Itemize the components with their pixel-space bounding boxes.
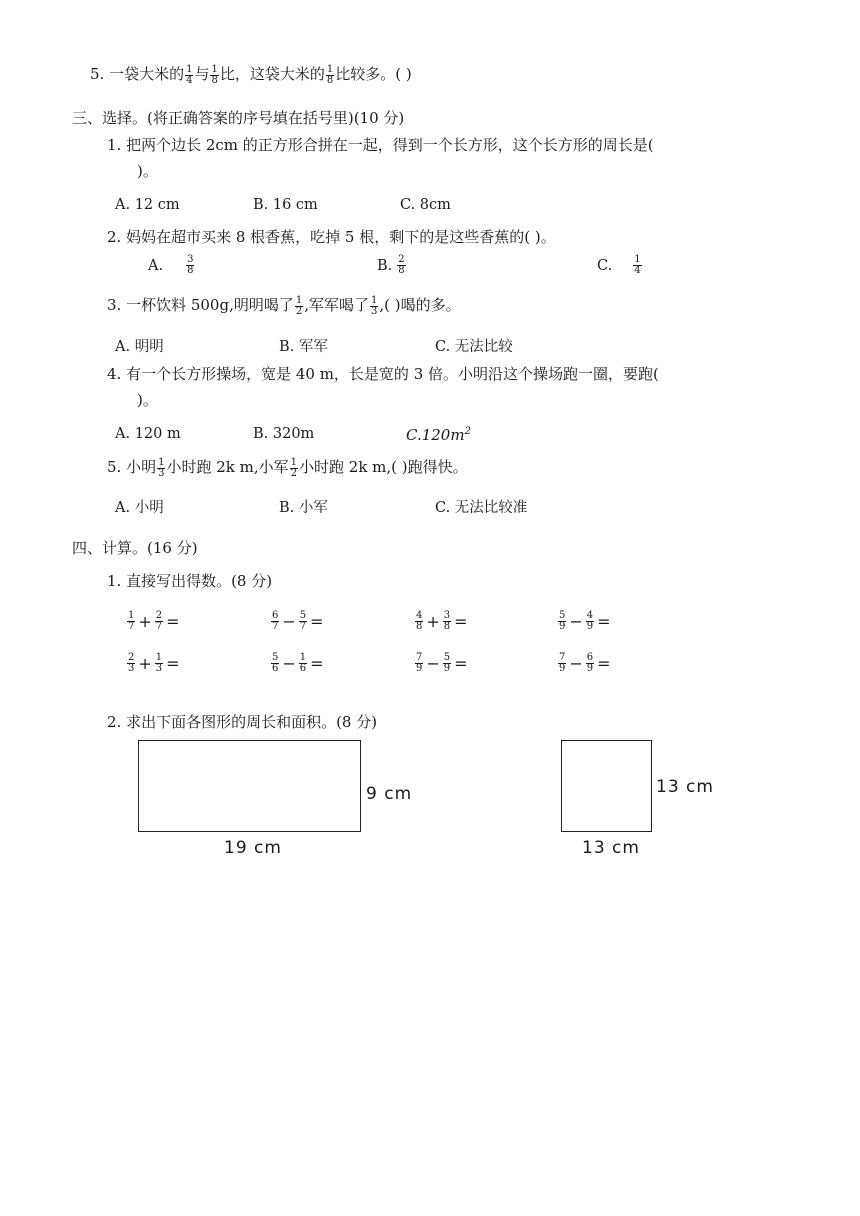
equals-sign: = (597, 611, 611, 631)
q3-option-b: B. 军军 (279, 339, 328, 355)
fraction: $\frac{6}{7}$ (272, 610, 279, 632)
equals-sign: = (310, 611, 324, 631)
fraction: $\frac{7}{9}$ (559, 652, 566, 674)
q3-text: 3. 一杯饮料 500g,明明喝了 $\frac{1}{2}$ ,军军喝了 $\frac{1}{3}$ ,( )喝的多。 (107, 294, 461, 317)
operator: − (569, 611, 583, 631)
equation (126, 653, 182, 674)
q4-option-c: $C.120m^2$ (406, 426, 471, 444)
q5-option-c: C. 无法比较准 (435, 500, 528, 516)
rectangle-width-label: 19 cm (224, 838, 282, 858)
q2-text: 2. 妈妈在超市买来 8 根香蕉，吃掉 5 根，剩下的是这些香蕉的( )。 (107, 228, 556, 246)
operator: + (138, 653, 152, 673)
fraction: $\frac{5}{9}$ (559, 610, 566, 632)
equals-sign: = (166, 653, 180, 673)
fraction: $\frac{5}{9}$ (443, 652, 451, 674)
fraction: $\frac{4}{8}$ (416, 610, 423, 632)
q1-option-a: A. 12 cm (115, 197, 180, 213)
equation (270, 611, 326, 632)
q3-option-a: A. 明明 (115, 339, 164, 355)
square-figure (561, 740, 652, 832)
fraction: $\frac{1}{3}$ (371, 294, 378, 317)
q2-option-c: C. $\frac{1}{4}$ (597, 254, 641, 276)
operator: + (426, 611, 440, 631)
rectangle-figure (138, 740, 361, 832)
calc-q2-title: 2. 求出下面各图形的周长和面积。(8 分) (107, 713, 378, 731)
fraction: $\frac{6}{9}$ (586, 652, 594, 674)
q4-text: 4. 有一个长方形操场，宽是 40 m，长是宽的 3 倍。小明沿这个操场跑一圈，要跑( (107, 365, 659, 383)
equation (557, 653, 613, 674)
fraction: $\frac{5}{7}$ (299, 610, 307, 632)
q3-option-c: C. 无法比较 (435, 339, 513, 355)
fraction: $\frac{1}{3}$ (158, 456, 165, 479)
q4-option-a: A. 120 m (115, 426, 181, 442)
q1-option-c: C. 8cm (400, 197, 451, 213)
equals-sign: = (454, 611, 468, 631)
fraction: $\frac{4}{9}$ (586, 610, 594, 632)
operator: − (282, 611, 296, 631)
q5-text: 5. 小明 $\frac{1}{3}$ 小时跑 2k m,小军 $\frac{1}{2}$ 小时跑 2k m,( )跑得快。 (107, 456, 468, 479)
section-3-title: 三、选择。(将正确答案的序号填在括号里)(10 分) (72, 109, 405, 127)
q4-option-b: B. 320m (253, 426, 315, 442)
fraction: $\frac{1}{4}$ (186, 63, 193, 86)
equation (270, 653, 326, 674)
rectangle-height-label: 9 cm (366, 784, 413, 804)
equation (414, 653, 470, 674)
equals-sign: = (310, 653, 324, 673)
operator: − (569, 653, 583, 673)
section-4-title: 四、计算。(16 分) (72, 539, 198, 557)
fraction: $\frac{2}{7}$ (155, 610, 163, 632)
square-height-label: 13 cm (656, 777, 714, 797)
fraction: $\frac{7}{9}$ (416, 652, 423, 674)
fraction: $\frac{2}{3}$ (128, 652, 135, 674)
operator: − (426, 653, 440, 673)
calc-q1-title: 1. 直接写出得数。(8 分) (107, 572, 273, 590)
operator: + (138, 611, 152, 631)
q2-option-b: B. $\frac{2}{8}$ (377, 254, 405, 276)
fraction: $\frac{1}{8}$ (211, 63, 218, 86)
equation (414, 611, 470, 632)
q4-text-cont: )。 (137, 391, 158, 409)
operator: − (282, 653, 296, 673)
equation (126, 611, 182, 632)
fraction: $\frac{1}{7}$ (128, 610, 135, 632)
equation (557, 611, 613, 632)
fraction: $\frac{1}{6}$ (299, 652, 307, 674)
q1-text: 1. 把两个边长 2cm 的正方形合拼在一起，得到一个长方形，这个长方形的周长是( (107, 136, 654, 154)
q5-option-a: A. 小明 (115, 500, 164, 516)
q1-option-b: B. 16 cm (253, 197, 318, 213)
q2-option-a: A. $\frac{3}{8}$ (148, 254, 194, 276)
q5-option-b: B. 小军 (279, 500, 328, 516)
fraction: $\frac{1}{2}$ (290, 456, 298, 479)
fraction: $\frac{1}{2}$ (295, 294, 303, 317)
equals-sign: = (597, 653, 611, 673)
fraction: $\frac{1}{3}$ (155, 652, 163, 674)
fraction: $\frac{1}{8}$ (326, 63, 334, 86)
equals-sign: = (166, 611, 180, 631)
fraction: $\frac{5}{6}$ (272, 652, 279, 674)
question-prev-5: 5. 一袋大米的 $\frac{1}{4}$ 与 $\frac{1}{8}$ 比，这袋大米的 $\frac{1}{8}$ 比较多。( ) (90, 63, 412, 86)
q1-text-cont: )。 (137, 162, 158, 180)
fraction: $\frac{3}{8}$ (443, 610, 451, 632)
square-width-label: 13 cm (582, 838, 640, 858)
equals-sign: = (454, 653, 468, 673)
